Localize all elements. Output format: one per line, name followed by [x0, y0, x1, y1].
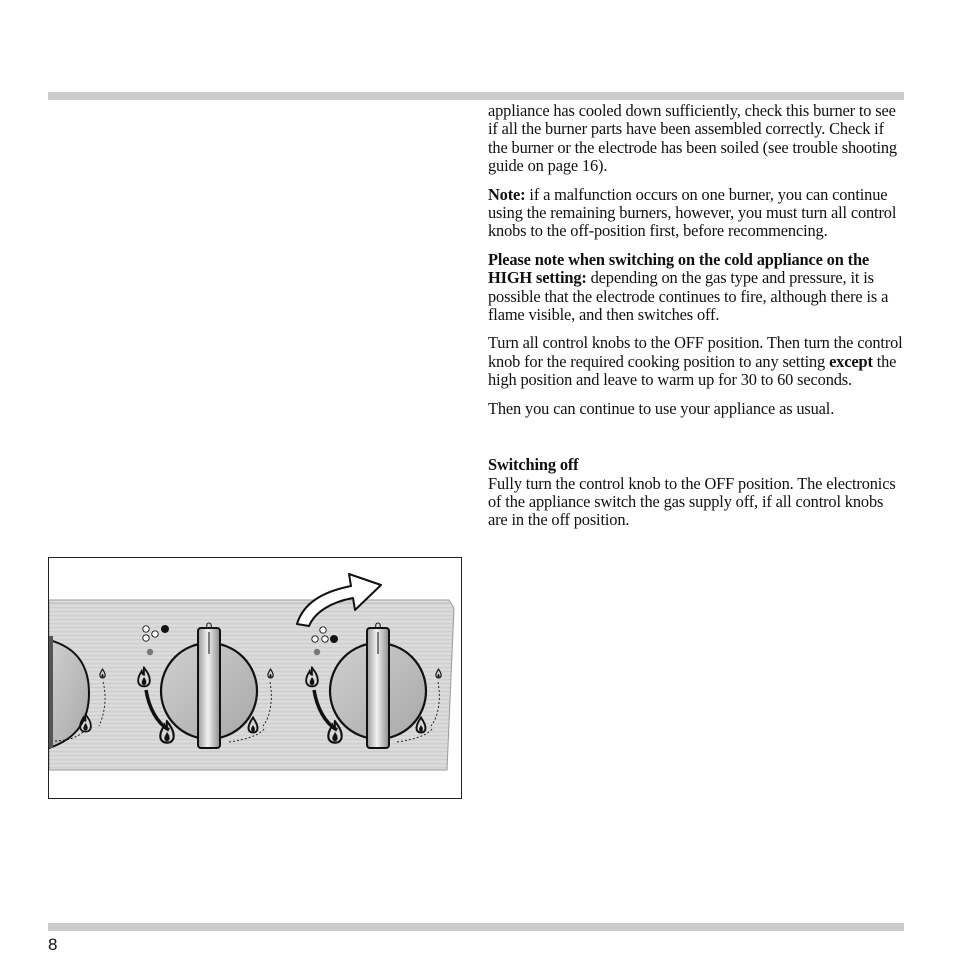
paragraph-high-setting: Please note when switching on the cold appliance on the HIGH setting: depending on the gas type and pressure, it is possible that the electrode continues to fire, although there is a flame visible, and then switches off.: [488, 249, 889, 325]
bottom-rule: [48, 923, 904, 931]
paragraph-1: appliance has cooled down sufficiently, check this burner to see if all the burner parts have been assembled correctly. Check if the burner or the electrode has been soiled (see trouble shooting guide on page 16).: [488, 101, 897, 176]
switching-off-text: Fully turn the control knob to the OFF position. The electronics of the appliance switch the gas supply off, if all control knobs are in the off position.: [488, 473, 896, 530]
switching-off-heading: Switching off: [488, 455, 579, 475]
paragraph-continue: Then you can continue to use your appliance as usual.: [488, 398, 835, 418]
text-column: [488, 102, 906, 540]
section-gap: [488, 428, 906, 456]
paragraph-note: Note: if a malfunction occurs on one burner, you can continue using the remaining burners, however, you must turn all control knobs to the off-position first, before recommencing.: [488, 184, 897, 241]
control-panel-drawing: [49, 558, 462, 799]
page-number: 8: [48, 935, 58, 954]
paragraph-turn-knobs: Turn all control knobs to the OFF position. Then turn the control knob for the required cooking position to any setting except the high position and leave to warm up for 30 to 60 seconds.: [488, 333, 903, 390]
control-knob-illustration: [48, 557, 462, 799]
top-rule: [48, 92, 904, 100]
switching-off-section: [488, 456, 906, 530]
